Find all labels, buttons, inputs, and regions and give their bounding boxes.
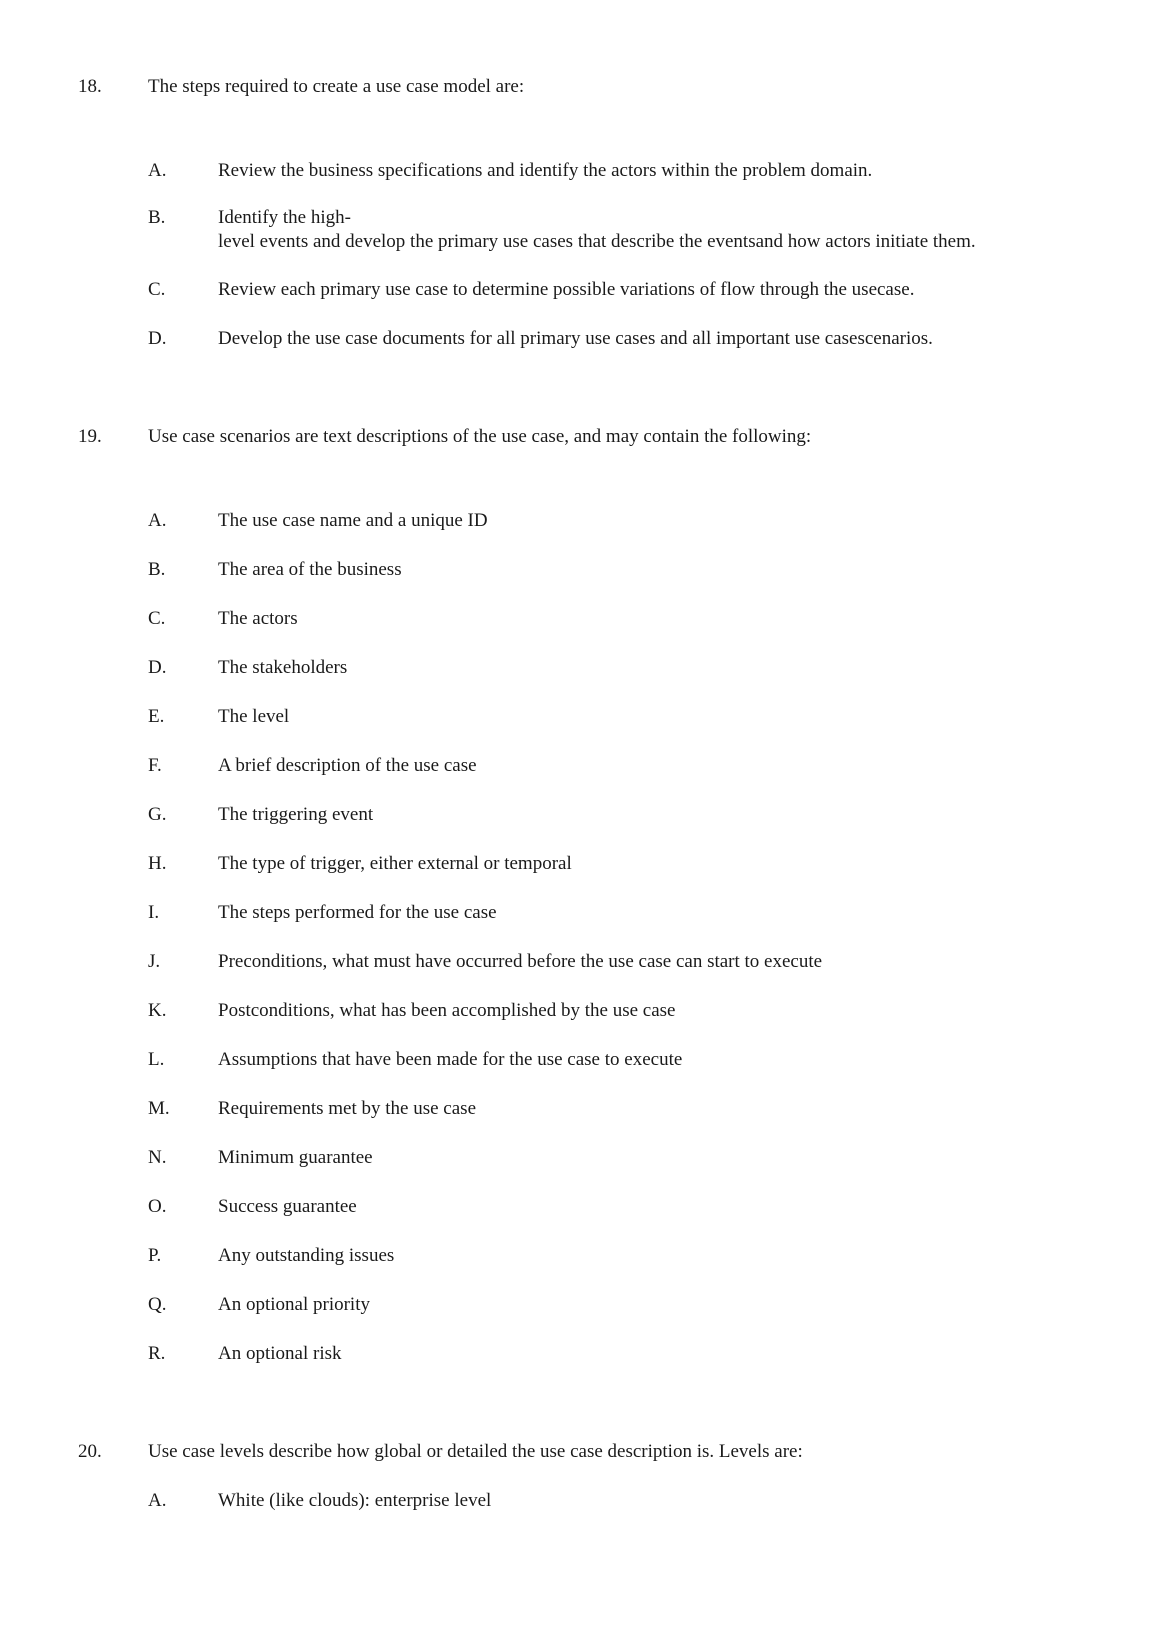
item-letter: A. [148, 510, 167, 531]
item-letter: F. [148, 755, 162, 776]
item-letter: A. [148, 1490, 167, 1511]
item-letter: C. [148, 608, 166, 629]
question-number: 19. [78, 426, 102, 447]
question-text: Use case levels describe how global or detailed the use case description is. Levels are: [148, 1441, 803, 1462]
item-text: Assumptions that have been made for the use case to execute [218, 1049, 683, 1070]
item-text: The level [218, 706, 290, 727]
item-letter: M. [148, 1098, 170, 1119]
item-letter: J. [148, 951, 161, 972]
item-letter: D. [148, 328, 167, 349]
item-text: Postconditions, what has been accomplished by the use case [218, 1000, 676, 1021]
item-text: Any outstanding issues [218, 1245, 395, 1266]
item-text: Review the business specifications and identify the actors within the problem domain. [218, 160, 873, 181]
item-letter: I. [148, 902, 160, 923]
item-text: An optional priority [218, 1294, 370, 1315]
item-text: Preconditions, what must have occurred before the use case can start to execute [218, 951, 823, 972]
item-letter: Q. [148, 1294, 167, 1315]
item-text: The actors [218, 608, 298, 629]
item-text: An optional risk [218, 1343, 342, 1364]
item-letter: H. [148, 853, 167, 874]
item-text: Review each primary use case to determine possible variations of flow through the usecase. [218, 279, 915, 300]
item-letter: B. [148, 207, 166, 228]
item-letter: E. [148, 706, 165, 727]
item-letter: R. [148, 1343, 166, 1364]
item-text: The triggering event [218, 804, 374, 825]
item-letter: P. [148, 1245, 162, 1266]
item-text: Develop the use case documents for all primary use cases and all important use casescenarios. [218, 328, 933, 349]
item-letter: O. [148, 1196, 167, 1217]
item-text: The stakeholders [218, 657, 348, 678]
question-text: Use case scenarios are text descriptions of the use case, and may contain the following: [148, 426, 812, 447]
item-text: The steps performed for the use case [218, 902, 497, 923]
item-letter: A. [148, 160, 167, 181]
item-letter: N. [148, 1147, 167, 1168]
item-letter: L. [148, 1049, 165, 1070]
item-letter: K. [148, 1000, 167, 1021]
question-number: 18. [78, 76, 102, 97]
item-text-line-1: Identify the high- [218, 207, 351, 228]
item-text: Success guarantee [218, 1196, 357, 1217]
item-text: Requirements met by the use case [218, 1098, 477, 1119]
item-letter: C. [148, 279, 166, 300]
item-text-line-2: level events and develop the primary use cases that describe the eventsand how actors initiate them. [218, 231, 976, 252]
item-text: The use case name and a unique ID [218, 510, 488, 531]
question-text: The steps required to create a use case model are: [148, 76, 525, 97]
item-letter: G. [148, 804, 167, 825]
item-text: A brief description of the use case [218, 755, 477, 776]
item-text: White (like clouds): enterprise level [218, 1490, 492, 1511]
item-text: The type of trigger, either external or temporal [218, 853, 572, 874]
question-number: 20. [78, 1441, 102, 1462]
item-letter: B. [148, 559, 166, 580]
item-text: Minimum guarantee [218, 1147, 373, 1168]
item-text: The area of the business [218, 559, 402, 580]
item-text [218, 206, 976, 254]
item-letter: D. [148, 657, 167, 678]
